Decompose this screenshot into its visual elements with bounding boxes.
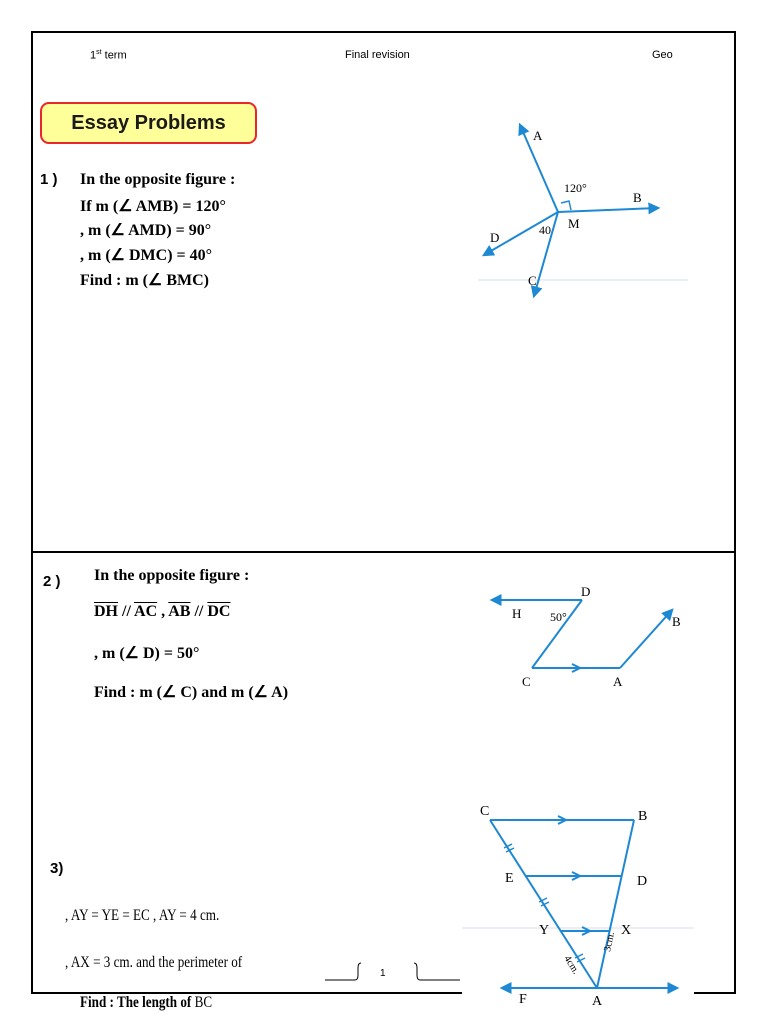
ray-mb: [558, 208, 658, 212]
problem2-line1: In the opposite figure :: [94, 567, 250, 584]
label-c: C: [522, 674, 531, 689]
length-4cm: 4cm.: [561, 953, 582, 977]
problem1-number: 1 ): [40, 171, 58, 188]
problem3-figure: [462, 790, 694, 1022]
label-d: D: [490, 230, 500, 245]
problem2-line3: , m (∠ D) = 50°: [94, 645, 200, 662]
label-c: C: [480, 804, 490, 819]
right-angle-mark: [561, 201, 571, 210]
length-3cm: 3cm.: [602, 931, 618, 953]
page-number: 1: [380, 968, 386, 979]
angle-120: 120°: [564, 181, 587, 195]
footer-bracket: [325, 958, 465, 992]
problem3-line3: Find : The length of $\overline{BC}$: [80, 994, 213, 1011]
label-m: M: [568, 216, 580, 231]
label-a: A: [613, 674, 623, 689]
label-a: A: [533, 128, 543, 143]
problem1-line2: If m (∠ AMB) = 120°: [80, 198, 226, 215]
label-y: Y: [539, 923, 550, 938]
problem1-figure: [478, 110, 688, 325]
section-divider: [31, 551, 736, 553]
label-c: C: [528, 273, 537, 288]
label-b: B: [638, 809, 648, 824]
ray-ab: [620, 610, 672, 668]
problem3-number: 3): [50, 860, 64, 877]
angle-50: 50°: [550, 610, 567, 624]
essay-problems-badge: Essay Problems: [40, 102, 257, 144]
label-d: D: [637, 874, 648, 889]
label-h: H: [512, 606, 522, 621]
problem3-line1: , AY = YE = EC , AY = 4 cm.: [65, 907, 220, 924]
label-b: B: [633, 190, 642, 205]
label-f: F: [519, 992, 527, 1007]
problem1-line5: Find : m (∠ BMC): [80, 272, 209, 289]
header-subject: Geo: [652, 49, 673, 61]
label-a: A: [592, 994, 603, 1009]
label-b: B: [672, 614, 681, 629]
label-x: X: [621, 923, 632, 938]
header-title: Final revision: [345, 49, 410, 61]
header-term: 1st term: [90, 49, 127, 62]
problem2-figure: [480, 578, 700, 698]
problem3-line2: , AX = 3 cm. and the perimeter of: [65, 954, 243, 971]
angle-40: 40: [539, 223, 551, 237]
problem2-line4: Find : m (∠ C) and m (∠ A): [94, 684, 289, 701]
problem1-line3: , m (∠ AMD) = 90°: [80, 222, 212, 239]
label-e: E: [505, 871, 514, 886]
label-d: D: [581, 584, 591, 599]
problem2-number: 2 ): [43, 573, 61, 590]
problem2-line2: $\overline{DH} // \overline{AC}$ , $\overline{AB} // \overline{DC}$: [94, 603, 231, 620]
problem1-line1: In the opposite figure :: [80, 171, 236, 188]
problem1-line4: , m (∠ DMC) = 40°: [80, 247, 213, 264]
